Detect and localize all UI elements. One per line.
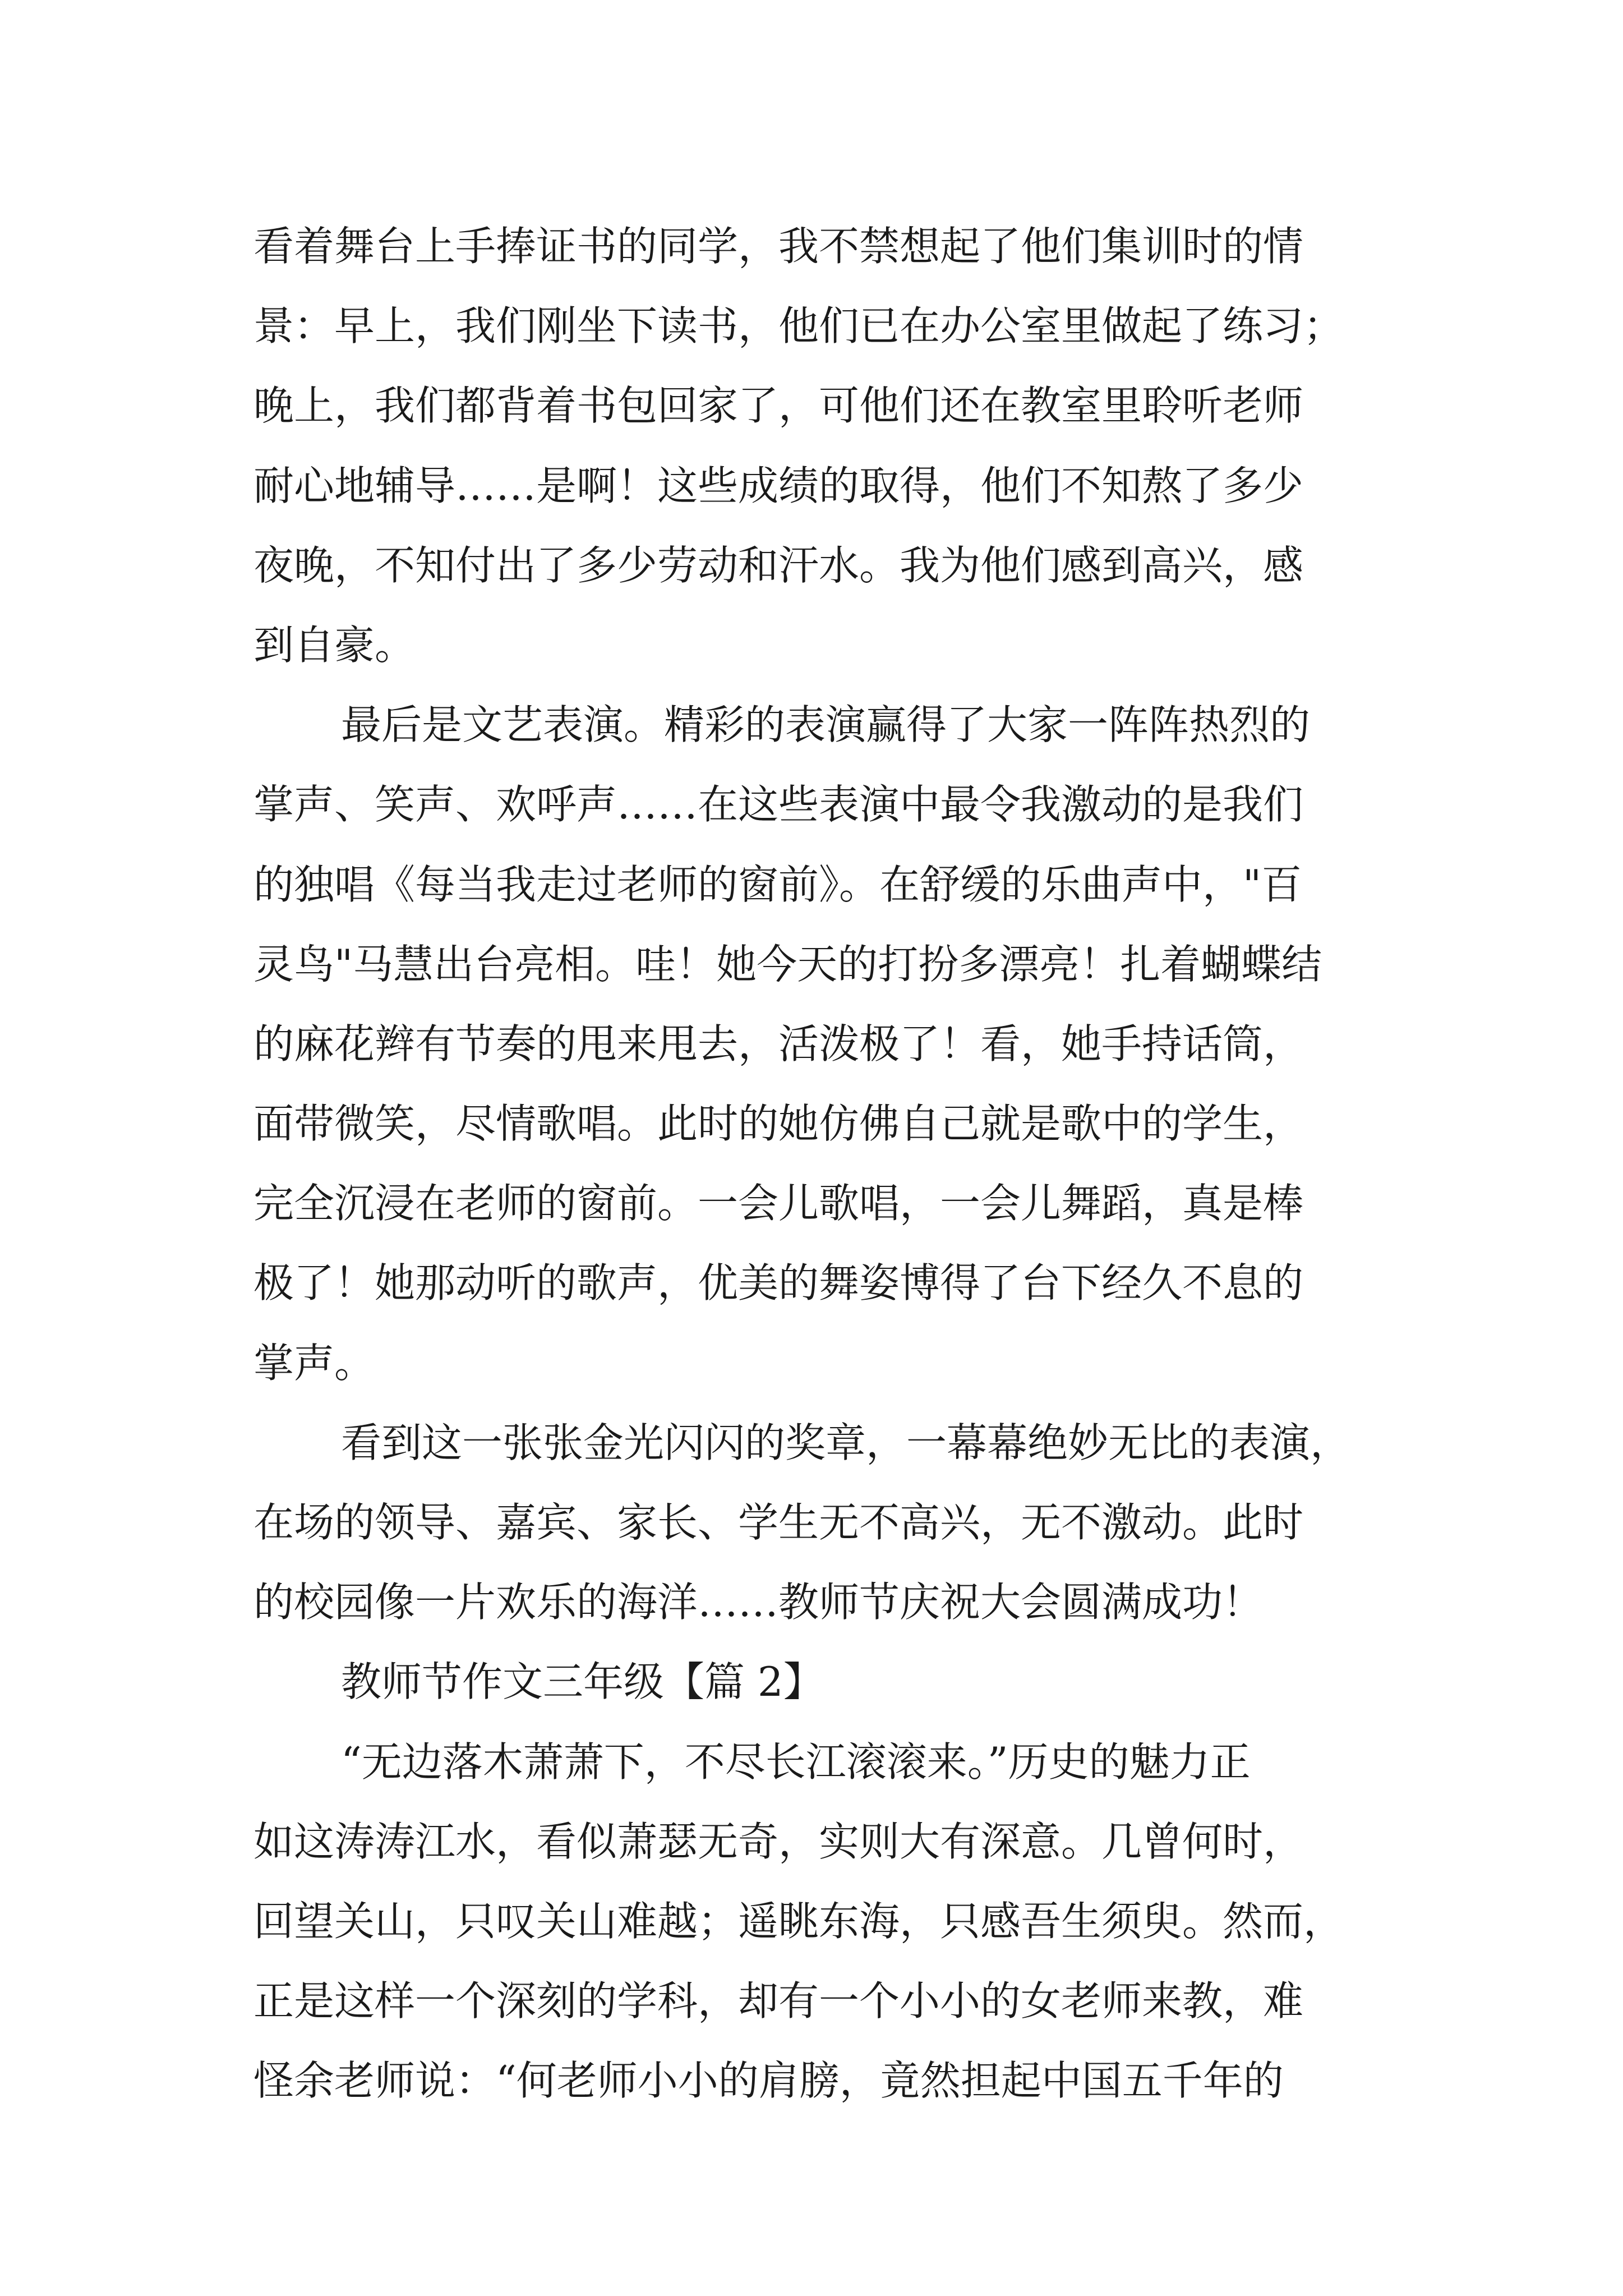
text-line: 掌声。 [253, 1339, 375, 1387]
text-line: 耐心地辅导……是啊！这些成绩的取得，他们不知熬了多少 [253, 462, 1304, 509]
paragraph-first-line: 看到这一张张金光闪闪的奖章，一幕幕绝妙无比的表演， [341, 1419, 1351, 1466]
text-line: 灵鸟"马慧出台亮相。哇！她今天的打扮多漂亮！扎着蝴蝶结 [253, 940, 1322, 988]
body-text [253, 206, 1398, 2121]
text-line: 的独唱《每当我走过老师的窗前》。在舒缓的乐曲声中，"百 [253, 861, 1302, 908]
text-line: 晚上，我们都背着书包回家了，可他们还在教室里聆听老师 [253, 382, 1304, 430]
section-heading: 教师节作文三年级【篇 2】 [341, 1658, 824, 1706]
text-line: 在场的领导、嘉宾、家长、学生无不高兴，无不激动。此时 [253, 1499, 1304, 1546]
text-line: 回望关山，只叹关山难越；遥眺东海，只感吾生须臾。然而， [253, 1897, 1344, 1945]
text-line: 完全沉浸在老师的窗前。一会儿歌唱，一会儿舞蹈，真是棒 [253, 1180, 1304, 1227]
paragraph-first-line: 最后是文艺表演。精彩的表演赢得了大家一阵阵热烈的 [341, 701, 1311, 749]
paragraph-first-line: “无边落木萧萧下，不尽长江滚滚来。”历史的魅力正 [341, 1738, 1251, 1786]
text-line: 夜晚，不知付出了多少劳动和汗水。我为他们感到高兴，感 [253, 541, 1304, 589]
text-line: 的校园像一片欢乐的海洋……教师节庆祝大会圆满成功！ [253, 1579, 1264, 1626]
text-line: 看着舞台上手捧证书的同学，我不禁想起了他们集训时的情 [253, 223, 1304, 270]
text-line: 正是这样一个深刻的学科，却有一个小小的女老师来教，难 [253, 1977, 1304, 2025]
text-line: 面带微笑，尽情歌唱。此时的她仿佛自己就是歌中的学生， [253, 1100, 1304, 1148]
text-line: 掌声、笑声、欢呼声……在这些表演中最令我激动的是我们 [253, 781, 1304, 829]
text-line: 景：早上，我们刚坐下读书，他们已在办公室里做起了练习； [253, 302, 1344, 350]
text-line: 怪余老师说：“何老师小小的肩膀，竟然担起中国五千年的 [253, 2057, 1284, 2105]
text-line: 到自豪。 [253, 621, 416, 669]
text-line: 的麻花辫有节奏的甩来甩去，活泼极了！看，她手持话筒， [253, 1020, 1304, 1068]
text-line: 如这涛涛江水，看似萧瑟无奇，实则大有深意。几曾何时， [253, 1818, 1304, 1865]
text-line: 极了！她那动听的歌声，优美的舞姿博得了台下经久不息的 [253, 1259, 1304, 1307]
